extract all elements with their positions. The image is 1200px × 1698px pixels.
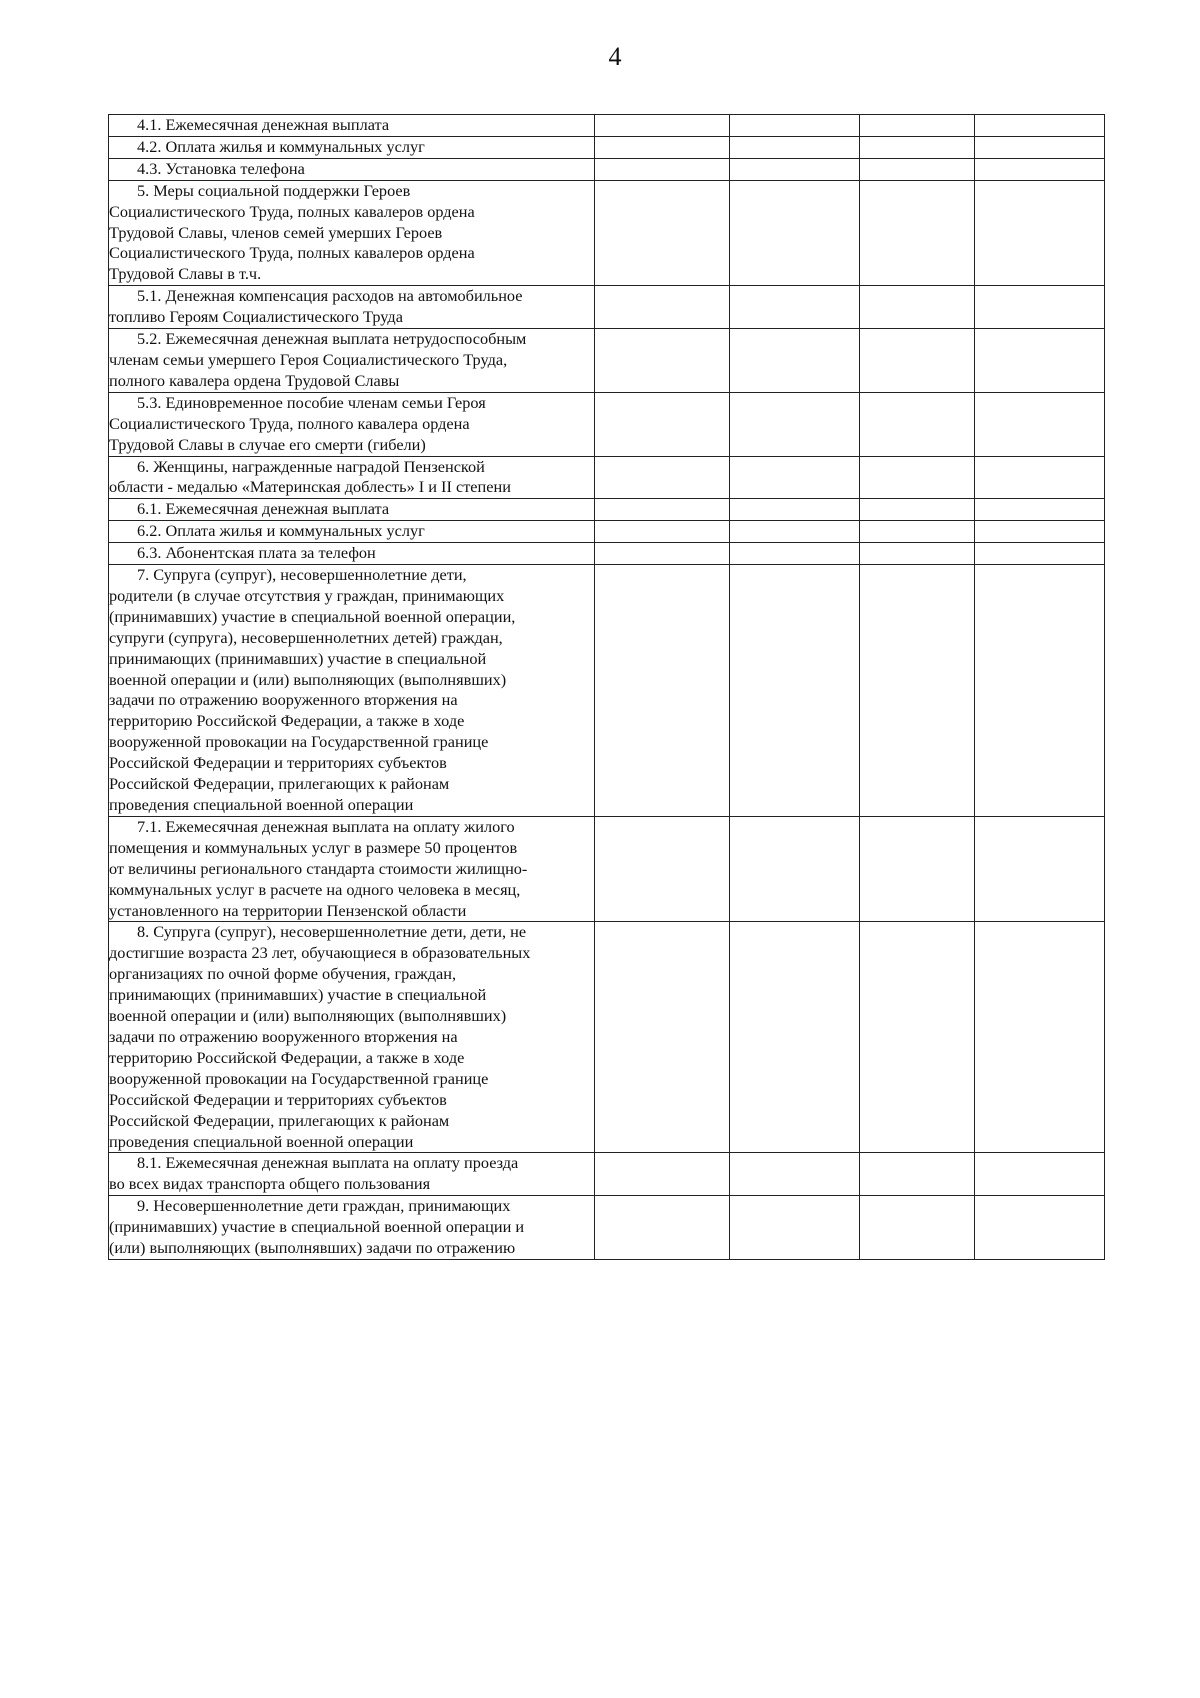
row-label-line: 9. Несовершеннолетние дети граждан, принимающих bbox=[137, 1196, 511, 1216]
table-row bbox=[109, 115, 1105, 137]
empty-cell-col-3 bbox=[730, 456, 860, 499]
row-label-line: Трудовой Славы в случае его смерти (гибели) bbox=[109, 434, 426, 454]
empty-cell-col-2 bbox=[595, 1153, 730, 1196]
empty-cell-col-5 bbox=[975, 543, 1105, 565]
row-label-line: 5.1. Денежная компенсация расходов на автомобильное bbox=[137, 286, 523, 306]
row-label-line: 8. Супруга (супруг), несовершеннолетние дети, дети, не bbox=[137, 922, 527, 942]
row-label-line: (или) выполняющих (выполнявших) задачи по отражению bbox=[109, 1238, 516, 1258]
row-label-line: территорию Российской Федерации, а также в ходе bbox=[109, 1047, 465, 1067]
empty-cell-col-2 bbox=[595, 180, 730, 286]
row-label-line: Трудовой Славы, членов семей умерших Героев bbox=[109, 222, 443, 242]
table-row bbox=[109, 286, 1105, 329]
table-row bbox=[109, 1153, 1105, 1196]
row-label-line: вооруженной провокации на Государственной границе bbox=[109, 1068, 489, 1088]
empty-cell-col-4 bbox=[860, 521, 975, 543]
empty-cell-col-5 bbox=[975, 329, 1105, 393]
table-row bbox=[109, 392, 1105, 456]
empty-cell-col-3 bbox=[730, 922, 860, 1153]
table-row bbox=[109, 180, 1105, 286]
row-label-line: Российской Федерации и территориях субъектов bbox=[109, 753, 447, 773]
row-label-line: 5.3. Единовременное пособие членам семьи Героя bbox=[137, 392, 486, 412]
row-label bbox=[109, 158, 595, 180]
row-label bbox=[109, 499, 595, 521]
row-label-line: проведения специальной военной операции bbox=[109, 795, 414, 814]
empty-cell-col-5 bbox=[975, 115, 1105, 137]
table-row bbox=[109, 1196, 1105, 1260]
table-row bbox=[109, 158, 1105, 180]
row-label bbox=[109, 115, 595, 137]
empty-cell-col-2 bbox=[595, 286, 730, 329]
empty-cell-col-5 bbox=[975, 499, 1105, 521]
empty-cell-col-5 bbox=[975, 816, 1105, 922]
empty-cell-col-2 bbox=[595, 136, 730, 158]
empty-cell-col-4 bbox=[860, 499, 975, 521]
table-row bbox=[109, 499, 1105, 521]
row-label-line: принимающих (принимавших) участие в специальной bbox=[109, 985, 487, 1005]
table-row bbox=[109, 136, 1105, 158]
row-label-line: 7. Супруга (супруг), несовершеннолетние дети, bbox=[137, 565, 467, 585]
empty-cell-col-5 bbox=[975, 136, 1105, 158]
row-label-line: 7.1. Ежемесячная денежная выплата на оплату жилого bbox=[137, 816, 515, 836]
row-label-line: 6.3. Абонентская плата за телефон bbox=[137, 543, 376, 563]
empty-cell-col-2 bbox=[595, 922, 730, 1153]
empty-cell-col-4 bbox=[860, 136, 975, 158]
empty-cell-col-5 bbox=[975, 922, 1105, 1153]
row-label bbox=[109, 816, 595, 922]
empty-cell-col-4 bbox=[860, 456, 975, 499]
empty-cell-col-4 bbox=[860, 286, 975, 329]
row-label-line: 8.1. Ежемесячная денежная выплата на оплату проезда bbox=[137, 1153, 519, 1173]
empty-cell-col-4 bbox=[860, 922, 975, 1153]
row-label-line: территорию Российской Федерации, а также в ходе bbox=[109, 711, 465, 731]
row-label bbox=[109, 922, 595, 1153]
empty-cell-col-3 bbox=[730, 392, 860, 456]
empty-cell-col-5 bbox=[975, 456, 1105, 499]
row-label bbox=[109, 543, 595, 565]
empty-cell-col-3 bbox=[730, 816, 860, 922]
empty-cell-col-4 bbox=[860, 392, 975, 456]
row-label-line: Трудовой Славы в т.ч. bbox=[109, 264, 262, 284]
row-label-line: достигшие возраста 23 лет, обучающиеся в образовательных bbox=[109, 943, 531, 963]
empty-cell-col-2 bbox=[595, 816, 730, 922]
table-row bbox=[109, 329, 1105, 393]
empty-cell-col-4 bbox=[860, 816, 975, 922]
table-row bbox=[109, 521, 1105, 543]
empty-cell-col-3 bbox=[730, 158, 860, 180]
table-row bbox=[109, 816, 1105, 922]
empty-cell-col-3 bbox=[730, 1196, 860, 1260]
row-label-line: 4.2. Оплата жилья и коммунальных услуг bbox=[137, 136, 425, 156]
empty-cell-col-5 bbox=[975, 158, 1105, 180]
row-label bbox=[109, 136, 595, 158]
row-label-line: Социалистического Труда, полных кавалеров ордена bbox=[109, 243, 475, 263]
row-label-line: вооруженной провокации на Государственной границе bbox=[109, 732, 489, 752]
row-label-line: установленного на территории Пензенской области bbox=[109, 900, 467, 920]
table-row bbox=[109, 456, 1105, 499]
row-label-line: 6.1. Ежемесячная денежная выплата bbox=[137, 499, 390, 519]
empty-cell-col-3 bbox=[730, 521, 860, 543]
row-label-line: (принимавших) участие в специальной военной операции, bbox=[109, 606, 516, 626]
empty-cell-col-2 bbox=[595, 499, 730, 521]
row-label bbox=[109, 286, 595, 329]
table-row bbox=[109, 565, 1105, 817]
row-label bbox=[109, 392, 595, 456]
row-label bbox=[109, 180, 595, 286]
row-label-line: задачи по отражению вооруженного вторжения на bbox=[109, 690, 458, 710]
table-row bbox=[109, 543, 1105, 565]
empty-cell-col-5 bbox=[975, 521, 1105, 543]
empty-cell-col-2 bbox=[595, 115, 730, 137]
empty-cell-col-4 bbox=[860, 329, 975, 393]
empty-cell-col-3 bbox=[730, 115, 860, 137]
empty-cell-col-3 bbox=[730, 136, 860, 158]
empty-cell-col-5 bbox=[975, 1196, 1105, 1260]
empty-cell-col-3 bbox=[730, 180, 860, 286]
row-label-line: 6.2. Оплата жилья и коммунальных услуг bbox=[137, 521, 425, 541]
empty-cell-col-2 bbox=[595, 543, 730, 565]
row-label-line: Социалистического Труда, полных кавалеров ордена bbox=[109, 201, 475, 221]
row-label-line: задачи по отражению вооруженного вторжения на bbox=[109, 1026, 458, 1046]
empty-cell-col-3 bbox=[730, 286, 860, 329]
row-label-line: топливо Героям Социалистического Труда bbox=[109, 307, 403, 327]
row-label-line: (принимавших) участие в специальной военной операции и bbox=[109, 1217, 525, 1237]
empty-cell-col-2 bbox=[595, 158, 730, 180]
empty-cell-col-2 bbox=[595, 565, 730, 817]
row-label-line: Российской Федерации и территориях субъектов bbox=[109, 1089, 447, 1109]
row-label-line: 5. Меры социальной поддержки Героев bbox=[137, 180, 411, 200]
row-label-line: 4.3. Установка телефона bbox=[137, 158, 305, 178]
empty-cell-col-5 bbox=[975, 1153, 1105, 1196]
empty-cell-col-5 bbox=[975, 392, 1105, 456]
empty-cell-col-4 bbox=[860, 1153, 975, 1196]
row-label-line: проведения специальной военной операции bbox=[109, 1131, 414, 1151]
empty-cell-col-3 bbox=[730, 329, 860, 393]
empty-cell-col-2 bbox=[595, 329, 730, 393]
row-label-line: Российской Федерации, прилегающих к районам bbox=[109, 774, 450, 794]
empty-cell-col-4 bbox=[860, 180, 975, 286]
empty-cell-col-3 bbox=[730, 1153, 860, 1196]
table-body bbox=[109, 115, 1105, 1260]
empty-cell-col-5 bbox=[975, 565, 1105, 817]
row-label-line: во всех видах транспорта общего пользования bbox=[109, 1174, 431, 1194]
empty-cell-col-4 bbox=[860, 1196, 975, 1260]
row-label bbox=[109, 521, 595, 543]
row-label bbox=[109, 1196, 595, 1260]
empty-cell-col-4 bbox=[860, 565, 975, 817]
row-label-line: родители (в случае отсутствия у граждан, принимающих bbox=[109, 585, 505, 605]
empty-cell-col-2 bbox=[595, 392, 730, 456]
row-label-line: Российской Федерации, прилегающих к районам bbox=[109, 1110, 450, 1130]
empty-cell-col-2 bbox=[595, 1196, 730, 1260]
social-support-table bbox=[108, 114, 1105, 1260]
empty-cell-col-4 bbox=[860, 543, 975, 565]
row-label-line: полного кавалера ордена Трудовой Славы bbox=[109, 370, 400, 390]
empty-cell-col-5 bbox=[975, 180, 1105, 286]
empty-cell-col-3 bbox=[730, 499, 860, 521]
empty-cell-col-3 bbox=[730, 565, 860, 817]
row-label-line: принимающих (принимавших) участие в специальной bbox=[109, 648, 487, 668]
page-number: 4 bbox=[608, 42, 622, 71]
row-label-line: членам семьи умершего Героя Социалистического Труда, bbox=[109, 349, 508, 369]
row-label-line: военной операции и (или) выполняющих (выполнявших) bbox=[109, 1006, 507, 1026]
row-label bbox=[109, 1153, 595, 1196]
row-label bbox=[109, 565, 595, 817]
row-label-line: от величины регионального стандарта стоимости жилищно- bbox=[109, 858, 528, 878]
row-label-line: военной операции и (или) выполняющих (выполнявших) bbox=[109, 669, 507, 689]
empty-cell-col-4 bbox=[860, 115, 975, 137]
row-label-line: помещения и коммунальных услуг в размере 50 процентов bbox=[109, 837, 518, 857]
empty-cell-col-2 bbox=[595, 521, 730, 543]
row-label bbox=[109, 329, 595, 393]
table-row bbox=[109, 922, 1105, 1153]
empty-cell-col-4 bbox=[860, 158, 975, 180]
row-label-line: организациях по очной форме обучения, граждан, bbox=[109, 964, 457, 984]
row-label-line: области - медалью «Материнская доблесть» I и II степени bbox=[109, 477, 511, 497]
empty-cell-col-3 bbox=[730, 543, 860, 565]
row-label-line: супруги (супруга), несовершеннолетних детей) граждан, bbox=[109, 627, 503, 647]
row-label-line: Социалистического Труда, полного кавалера ордена bbox=[109, 413, 470, 433]
empty-cell-col-2 bbox=[595, 456, 730, 499]
row-label-line: 6. Женщины, награжденные наградой Пензенской bbox=[137, 456, 485, 476]
row-label-line: 5.2. Ежемесячная денежная выплата нетрудоспособным bbox=[137, 329, 527, 349]
row-label-line: коммунальных услуг в расчете на одного человека в месяц, bbox=[109, 879, 521, 899]
empty-cell-col-5 bbox=[975, 286, 1105, 329]
row-label-line: 4.1. Ежемесячная денежная выплата bbox=[137, 115, 390, 134]
row-label bbox=[109, 456, 595, 499]
